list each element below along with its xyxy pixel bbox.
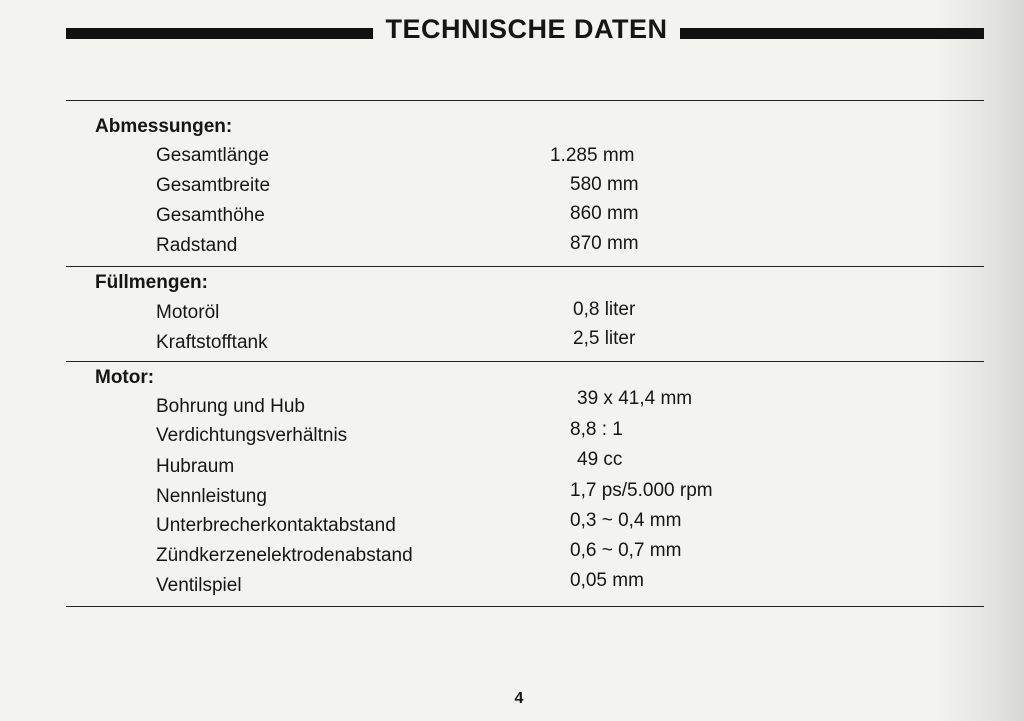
spec-value-engine-oil: 0,8 liter <box>573 299 636 320</box>
divider-2 <box>66 361 984 362</box>
title-rule-left <box>66 28 373 39</box>
section-title-capacities: Füllmengen: <box>95 272 208 293</box>
spec-value-spark-plug-gap: 0,6 ~ 0,7 mm <box>570 540 682 561</box>
spec-value-wheelbase: 870 mm <box>570 233 639 254</box>
spec-value-valve-clearance: 0,05 mm <box>570 570 644 591</box>
spec-value-rated-power: 1,7 ps/5.000 rpm <box>570 480 713 501</box>
spec-label-bore-stroke: Bohrung und Hub <box>156 396 305 417</box>
spec-label-breaker-point-gap: Unterbrecherkontaktabstand <box>156 515 396 536</box>
title-rule-right <box>680 28 984 39</box>
spec-value-breaker-point-gap: 0,3 ~ 0,4 mm <box>570 510 682 531</box>
spec-value-overall-length: 1.285 mm <box>550 145 635 166</box>
spec-value-compression-ratio: 8,8 : 1 <box>570 419 623 440</box>
spec-label-rated-power: Nennleistung <box>156 486 267 507</box>
spec-value-bore-stroke: 39 x 41,4 mm <box>577 388 693 409</box>
spec-label-fuel-tank: Kraftstofftank <box>156 332 268 353</box>
spec-label-wheelbase: Radstand <box>156 235 238 256</box>
section-title-engine: Motor: <box>95 367 155 388</box>
page-title: TECHNISCHE DATEN <box>385 14 668 44</box>
spec-value-overall-width: 580 mm <box>570 174 639 195</box>
spec-label-displacement: Hubraum <box>156 456 235 477</box>
spec-value-displacement: 49 cc <box>577 449 623 470</box>
spec-label-overall-width: Gesamtbreite <box>156 175 271 196</box>
page-number: 4 <box>514 690 524 707</box>
divider-bottom <box>66 606 984 607</box>
spec-label-compression-ratio: Verdichtungsverhältnis <box>156 425 348 446</box>
spec-label-overall-length: Gesamtlänge <box>156 145 270 166</box>
header <box>0 10 1024 56</box>
divider-top <box>66 100 984 101</box>
spec-value-fuel-tank: 2,5 liter <box>573 328 636 349</box>
spec-label-valve-clearance: Ventilspiel <box>156 575 242 596</box>
spec-value-overall-height: 860 mm <box>570 203 639 224</box>
spec-label-spark-plug-gap: Zündkerzenelektrodenabstand <box>156 545 413 566</box>
spec-label-overall-height: Gesamthöhe <box>156 205 265 226</box>
spec-label-engine-oil: Motoröl <box>156 302 220 323</box>
section-title-dimensions: Abmessungen: <box>95 116 233 137</box>
divider-1 <box>66 266 984 267</box>
